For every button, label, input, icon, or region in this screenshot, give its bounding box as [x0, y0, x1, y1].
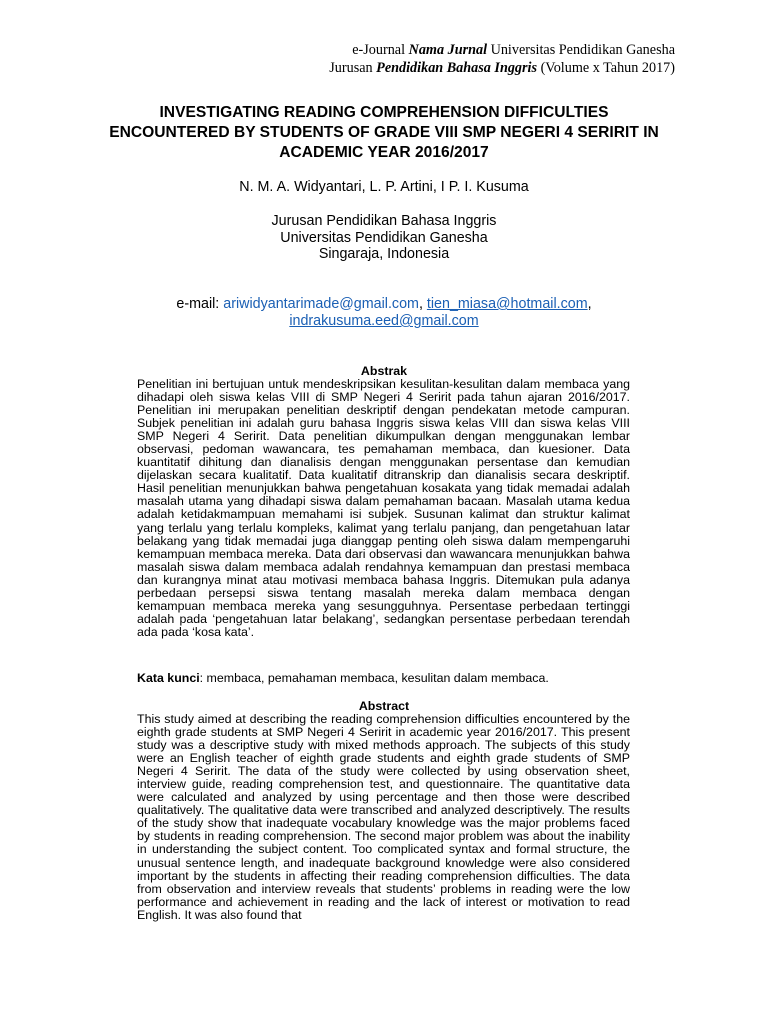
- journal-name: Nama Jurnal: [408, 42, 488, 58]
- affiliation-line: Singaraja, Indonesia: [318, 246, 450, 262]
- affiliation-line: Universitas Pendidikan Ganesha: [280, 229, 488, 246]
- keywords-text: : membaca, pemahaman membaca, kesulitan dalam membaca.: [199, 671, 549, 685]
- affiliation-line: Jurusan Pendidikan Bahasa Inggris: [271, 213, 497, 229]
- email-link-3[interactable]: indrakusuma.eed@gmail.com: [289, 313, 479, 329]
- department-name: Pendidikan Bahasa Inggris: [376, 60, 538, 76]
- keywords: [137, 671, 630, 685]
- abstract-heading: Abstract: [358, 699, 410, 713]
- paper-title: INVESTIGATING READING COMPREHENSION DIFFICULTIES ENCOUNTERED BY STUDENTS OF GRADE VIII SMP NEGERI 4 SERIRIT IN ACADEMIC YEAR 2016/2017: [109, 104, 659, 161]
- affiliation: [100, 213, 668, 263]
- abstrak-body: Penelitian ini bertujuan untuk mendeskripsikan kesulitan-kesulitan dalam membaca yang dihadapi oleh siswa kelas VIII di SMP Negeri 4 Seririt pada tahun ajaran 2016/2017. Penelitian ini merupakan penelitian deskriptif dengan pendekatan metode campuran. Subjek penelitian ini adalah guru bahasa Inggris siswa kelas VIII dan siswa kelas VIII SMP Negeri 4 Seririt. Data penelitian dikumpulkan dengan menggunakan lembar observasi, pedoman wawancara, tes pemahaman membaca, dan kuesioner. Data kuantitatif dihitung dan dianalisis dengan menggunakan persentase dan kemudian dijelaskan secara kualitatif. Data kualitatif ditranskrip dan dianalisis secara deskriptif. Hasil penelitian menunjukkan bahwa pengetahuan kosakata yang tidak memadai adalah masalah utama yang dihadapi siswa dalam pemahaman bacaan. Masalah utama kedua adalah ketidakmampuan memahami isi subjek. Susunan kalimat dan struktur kalimat yang terlalu yang terlalu kompleks, kalimat yang terlalu panjang, dan pengetahuan latar belakang yang tidak memadai juga dianggap penting oleh siswa dalam mempengaruhi kemampuan membaca mereka. Data dari observasi dan wawancara menunjukkan bahwa masalah siswa dalam membaca adalah rendahnya kemampuan dan prestasi membaca dan kurangnya minat atau motivasi membaca bahasa Inggris. Ditemukan pula adanya perbedaan persepsi siswa tentang masalah mereka dalam membaca dengan kemampuan membaca mereka yang sesungguhnya. Persentase perbedaan tertinggi adalah pada ‘pengetahuan latar belakang’, sedangkan persentase perbedaan terendah ada pada ‘kosa kata’.: [137, 377, 630, 639]
- journal-header-line1: e-Journal Nama Jurnal Universitas Pendidikan Ganesha: [352, 42, 675, 58]
- journal-header-line2: Jurusan Pendidikan Bahasa Inggris (Volume x Tahun 2017): [329, 60, 675, 76]
- email-block: e-mail: ariwidyantarimade@gmail.com, tien_miasa@hotmail.com, indrakusuma.eed@gmail.com: [176, 296, 592, 329]
- abstract-body: This study aimed at describing the reading comprehension difficulties encountered by the eighth grade students at SMP Negeri 4 Seririt in academic year 2016/2017. This present study was a descriptive study with mixed methods approach. The subjects of this study were an English teacher of eighth grade students and eighth grade students of SMP Negeri 4 Seririt. The data of the study were collected by using observation sheet, interview guide, reading comprehension test, and questionnaire. The quantitative data were calculated and analyzed by using percentage and then those were described qualitatively. The qualitative data were transcribed and analyzed descriptively. The results of the study show that inadequate vocabulary knowledge was the major problems faced by students in reading comprehension. The second major problem was about the inability in understanding the subject content. Too complicated syntax and formal structure, the unusual sentence length, and inadequate background knowledge were also considered important by the students in affecting their reading comprehension difficulties. The data from observation and interview reveals that students’ problems in reading were the low performance and achievement in reading and the lack of interest or motivation to read English. It was also found that: [137, 712, 630, 922]
- email-link-2[interactable]: tien_miasa@hotmail.com: [426, 296, 588, 312]
- keywords-label: Kata kunci: [137, 671, 200, 685]
- authors: N. M. A. Widyantari, L. P. Artini, I P. I. Kusuma: [239, 179, 529, 195]
- email-label: e-mail:: [176, 296, 224, 312]
- email-link-1[interactable]: ariwidyantarimade@gmail.com: [223, 296, 419, 312]
- abstrak-heading: Abstrak: [360, 364, 408, 378]
- journal-header: [329, 41, 675, 77]
